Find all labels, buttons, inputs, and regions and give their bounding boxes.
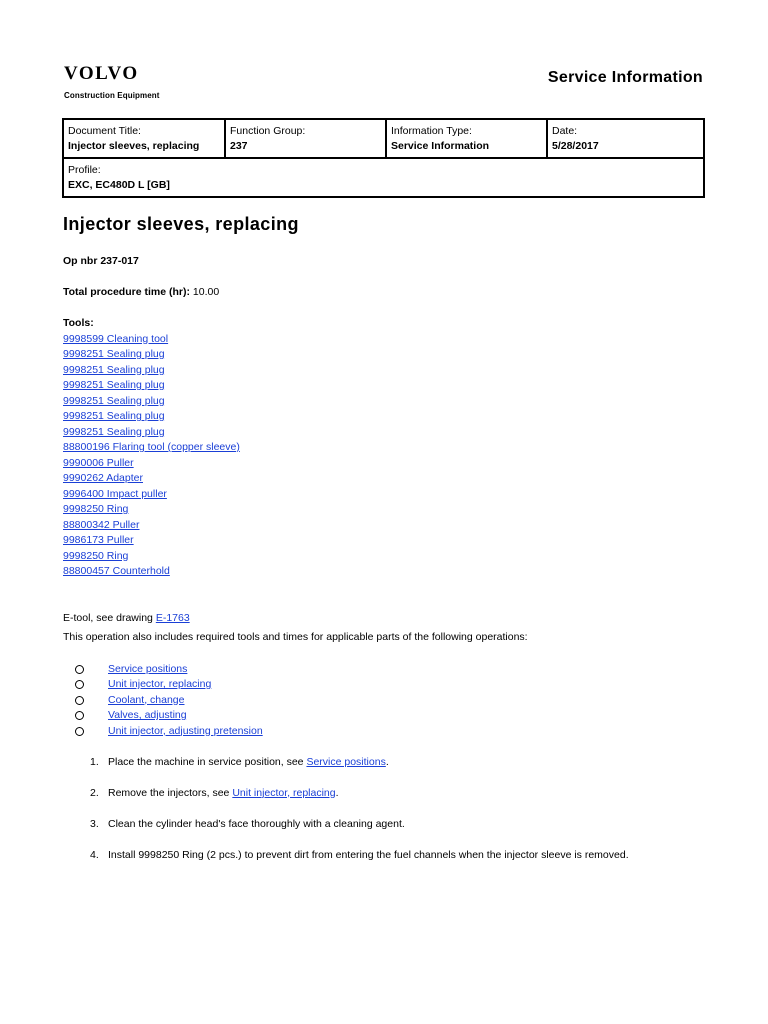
- document-body: [63, 254, 703, 879]
- function-group-label: Function Group:: [230, 125, 306, 137]
- step-reference-link[interactable]: Unit injector, replacing: [232, 786, 336, 799]
- circle-bullet-icon: [75, 665, 84, 674]
- information-type-value: Service Information: [391, 140, 490, 152]
- tool-link[interactable]: 9998250 Ring: [63, 503, 129, 515]
- document-title-label: Document Title:: [68, 125, 141, 137]
- tool-item: [63, 440, 703, 456]
- tool-link[interactable]: 88800457 Counterhold: [63, 565, 170, 577]
- date-value: 5/28/2017: [552, 140, 599, 152]
- operations-list: [63, 662, 703, 740]
- tool-item: [63, 564, 703, 580]
- tool-link[interactable]: 9998251 Sealing plug: [63, 348, 165, 360]
- date-label: Date:: [552, 125, 578, 137]
- tool-item: [63, 394, 703, 410]
- procedure-step: [63, 786, 703, 802]
- step-number: 1.: [90, 755, 99, 768]
- tool-link[interactable]: 9998599 Cleaning tool: [63, 332, 169, 345]
- tool-link[interactable]: 9998251 Sealing plug: [63, 363, 165, 376]
- logo-subtitle: Construction Equipment: [64, 91, 160, 100]
- step-number: 4.: [90, 848, 99, 861]
- tool-link[interactable]: 9998250 Ring: [63, 549, 129, 562]
- step-text: Install 9998250 Ring (2 pcs.) to prevent dirt from entering the fuel channels when the injector sleeve is removed.: [108, 848, 629, 861]
- tool-item: [63, 502, 703, 518]
- procedure-step: [63, 817, 703, 833]
- operation-item: [63, 708, 703, 724]
- circle-bullet-icon: [75, 711, 84, 720]
- etool-line: [63, 611, 703, 627]
- operation-item: [63, 677, 703, 693]
- operation-link[interactable]: Valves, adjusting: [108, 709, 187, 721]
- tool-item: [63, 487, 703, 503]
- procedure-time-label: Total procedure time (hr):: [63, 286, 190, 298]
- tool-item: [63, 347, 703, 363]
- service-information-header: Service Information: [547, 69, 703, 86]
- tool-link[interactable]: 9998251 Sealing plug: [63, 379, 165, 391]
- tool-link[interactable]: 9990262 Adapter: [63, 472, 143, 484]
- procedure-step: [63, 848, 703, 864]
- step-reference-link[interactable]: Service positions: [306, 755, 386, 768]
- tool-item: [63, 409, 703, 425]
- information-type-label: Information Type:: [391, 125, 472, 137]
- date-cell: [547, 119, 704, 158]
- tool-link[interactable]: 9998251 Sealing plug: [63, 410, 165, 422]
- tool-item: [63, 363, 703, 379]
- profile-cell: [63, 158, 704, 197]
- tool-item: [63, 471, 703, 487]
- circle-bullet-icon: [75, 727, 84, 736]
- step-text-end: .: [335, 786, 339, 799]
- op-number: Op nbr 237-017: [63, 255, 139, 267]
- tool-link[interactable]: 9998251 Sealing plug: [63, 394, 165, 407]
- tools-heading: Tools:: [63, 317, 94, 329]
- etool-text: E-tool, see drawing: [63, 611, 156, 624]
- tool-item: [63, 332, 703, 348]
- step-text: Place the machine in service position, see: [108, 755, 307, 768]
- tool-link[interactable]: 9990006 Puller: [63, 456, 134, 469]
- tool-item: [63, 456, 703, 472]
- step-text-end: .: [385, 755, 389, 768]
- operation-link[interactable]: Service positions: [108, 662, 188, 675]
- circle-bullet-icon: [75, 680, 84, 689]
- operation-link[interactable]: Coolant, change: [108, 693, 185, 706]
- etool-drawing-link[interactable]: E-1763: [155, 611, 190, 624]
- step-number: 2.: [90, 786, 99, 799]
- function-group-value: 237: [230, 140, 248, 152]
- page-title: Injector sleeves, replacing: [63, 214, 299, 234]
- logo-wordmark: VOLVO: [64, 63, 139, 84]
- circle-bullet-icon: [75, 696, 84, 705]
- function-group-cell: [225, 119, 386, 158]
- operation-intro: This operation also includes required tools and times for applicable parts of the following operations:: [63, 631, 528, 643]
- tool-item: [63, 518, 703, 534]
- operation-item: [63, 693, 703, 709]
- step-number: 3.: [90, 817, 99, 830]
- tool-link[interactable]: 88800342 Puller: [63, 518, 140, 531]
- procedure-steps: [63, 755, 703, 864]
- operation-link[interactable]: Unit injector, replacing: [108, 678, 212, 690]
- volvo-logo: [64, 64, 160, 100]
- operation-item: [63, 724, 703, 740]
- tool-link[interactable]: 9998251 Sealing plug: [63, 425, 165, 438]
- profile-label: Profile:: [68, 164, 101, 176]
- tool-link[interactable]: 9986173 Puller: [63, 534, 134, 546]
- operation-link[interactable]: Unit injector, adjusting pretension: [108, 724, 263, 737]
- document-title-cell: [63, 119, 225, 158]
- tool-item: [63, 549, 703, 565]
- step-text: Clean the cylinder head's face thoroughly with a cleaning agent.: [108, 817, 405, 830]
- step-text: Remove the injectors, see: [108, 786, 233, 799]
- procedure-time-value: 10.00: [192, 286, 220, 298]
- document-title-value: Injector sleeves, replacing: [68, 140, 200, 152]
- information-type-cell: [386, 119, 547, 158]
- tool-link[interactable]: 9996400 Impact puller: [63, 487, 167, 500]
- tool-item: [63, 425, 703, 441]
- procedure-time: [63, 285, 703, 301]
- operation-item: [63, 662, 703, 678]
- profile-value: EXC, EC480D L [GB]: [68, 179, 170, 191]
- tool-link[interactable]: 88800196 Flaring tool (copper sleeve): [63, 441, 240, 453]
- procedure-step: [63, 755, 703, 771]
- tool-item: [63, 533, 703, 549]
- document-meta-table: [62, 118, 705, 198]
- tools-list: [63, 332, 703, 580]
- tool-item: [63, 378, 703, 394]
